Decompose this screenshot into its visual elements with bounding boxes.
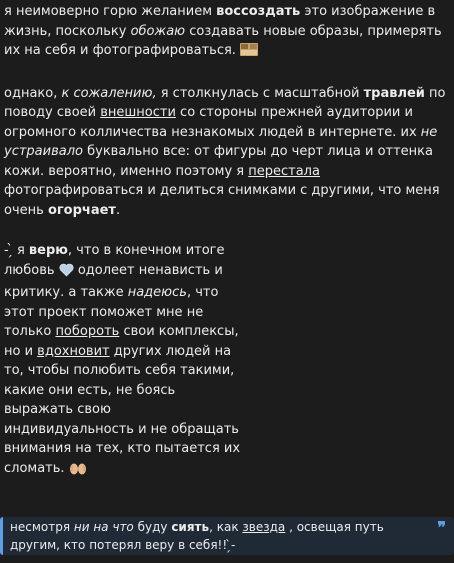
bold-text: сиять <box>171 520 210 534</box>
text: по поводу своей <box>4 85 446 120</box>
text: одолеет ненависть и критику. а также <box>4 262 223 300</box>
text: я неимоверно горю желанием <box>4 4 217 19</box>
text: , что этот проект поможет мне не только <box>4 285 219 339</box>
text: , как <box>209 520 243 534</box>
text: , что в конечном итоге любовь <box>4 243 225 278</box>
text: однако, <box>4 85 62 101</box>
kaomoji: ̗̀- <box>231 538 236 552</box>
text: это изображение в жизнь, поскольку <box>4 4 436 39</box>
underlined-text: перестала <box>248 163 320 179</box>
white-heart-icon <box>59 263 74 284</box>
kaomoji: - ̗̀ <box>4 243 13 258</box>
text: . <box>115 202 121 218</box>
paragraph-belief <box>4 241 244 481</box>
italic-text: ни на что <box>73 520 134 534</box>
text: других людей на то, чтобы полюбить себя такими, какие они есть, не боясь выражать свою индивидуальность и не обращать внимания на тех, кто пытается их сломать. <box>4 343 241 476</box>
text: , освещая путь другим, кто потерял веру в себя!! <box>10 520 384 552</box>
underlined-text: вдохновит <box>37 343 110 359</box>
bold-text: воссоздать <box>216 4 301 19</box>
italic-text: надеюсь <box>127 285 187 300</box>
blockquote <box>0 517 454 555</box>
text: несмотря <box>10 520 74 534</box>
text: со стороны прежней аудитории и огромного колличества незнакомых людей в интернете. их <box>4 105 421 140</box>
quote-mark-icon: ❞ <box>437 518 446 537</box>
text: фотографироваться и делиться снимками с другими, что меня очень <box>4 183 440 218</box>
bold-text: огорчает <box>47 202 116 218</box>
paragraph-intro <box>4 2 450 64</box>
text: я столкнулась с масштабной <box>156 85 364 101</box>
text: свои комплексы, но и <box>4 324 239 359</box>
underlined-text: побороть <box>55 324 120 339</box>
underlined-text: звезда <box>242 520 286 534</box>
text: я <box>12 243 29 258</box>
italic-text: не устраивало <box>4 124 438 159</box>
text: буквально все: от фигуры до черт лица и оттенка кожи. вероятно, именно поэтому я <box>4 144 433 179</box>
open-hands-icon <box>69 460 87 482</box>
text: создавать новые образы, примерять их на себя и фотографироваться. <box>4 23 442 58</box>
bold-text: верю <box>28 243 68 258</box>
text: буду <box>133 520 172 534</box>
italic-text: обожаю <box>130 23 186 39</box>
italic-text: к сожалению, <box>61 85 157 101</box>
underlined-text: внешности <box>100 105 176 120</box>
bold-text: травлей <box>363 85 425 101</box>
paragraph-bullying <box>4 84 450 221</box>
photo-emoji-icon <box>240 42 258 64</box>
